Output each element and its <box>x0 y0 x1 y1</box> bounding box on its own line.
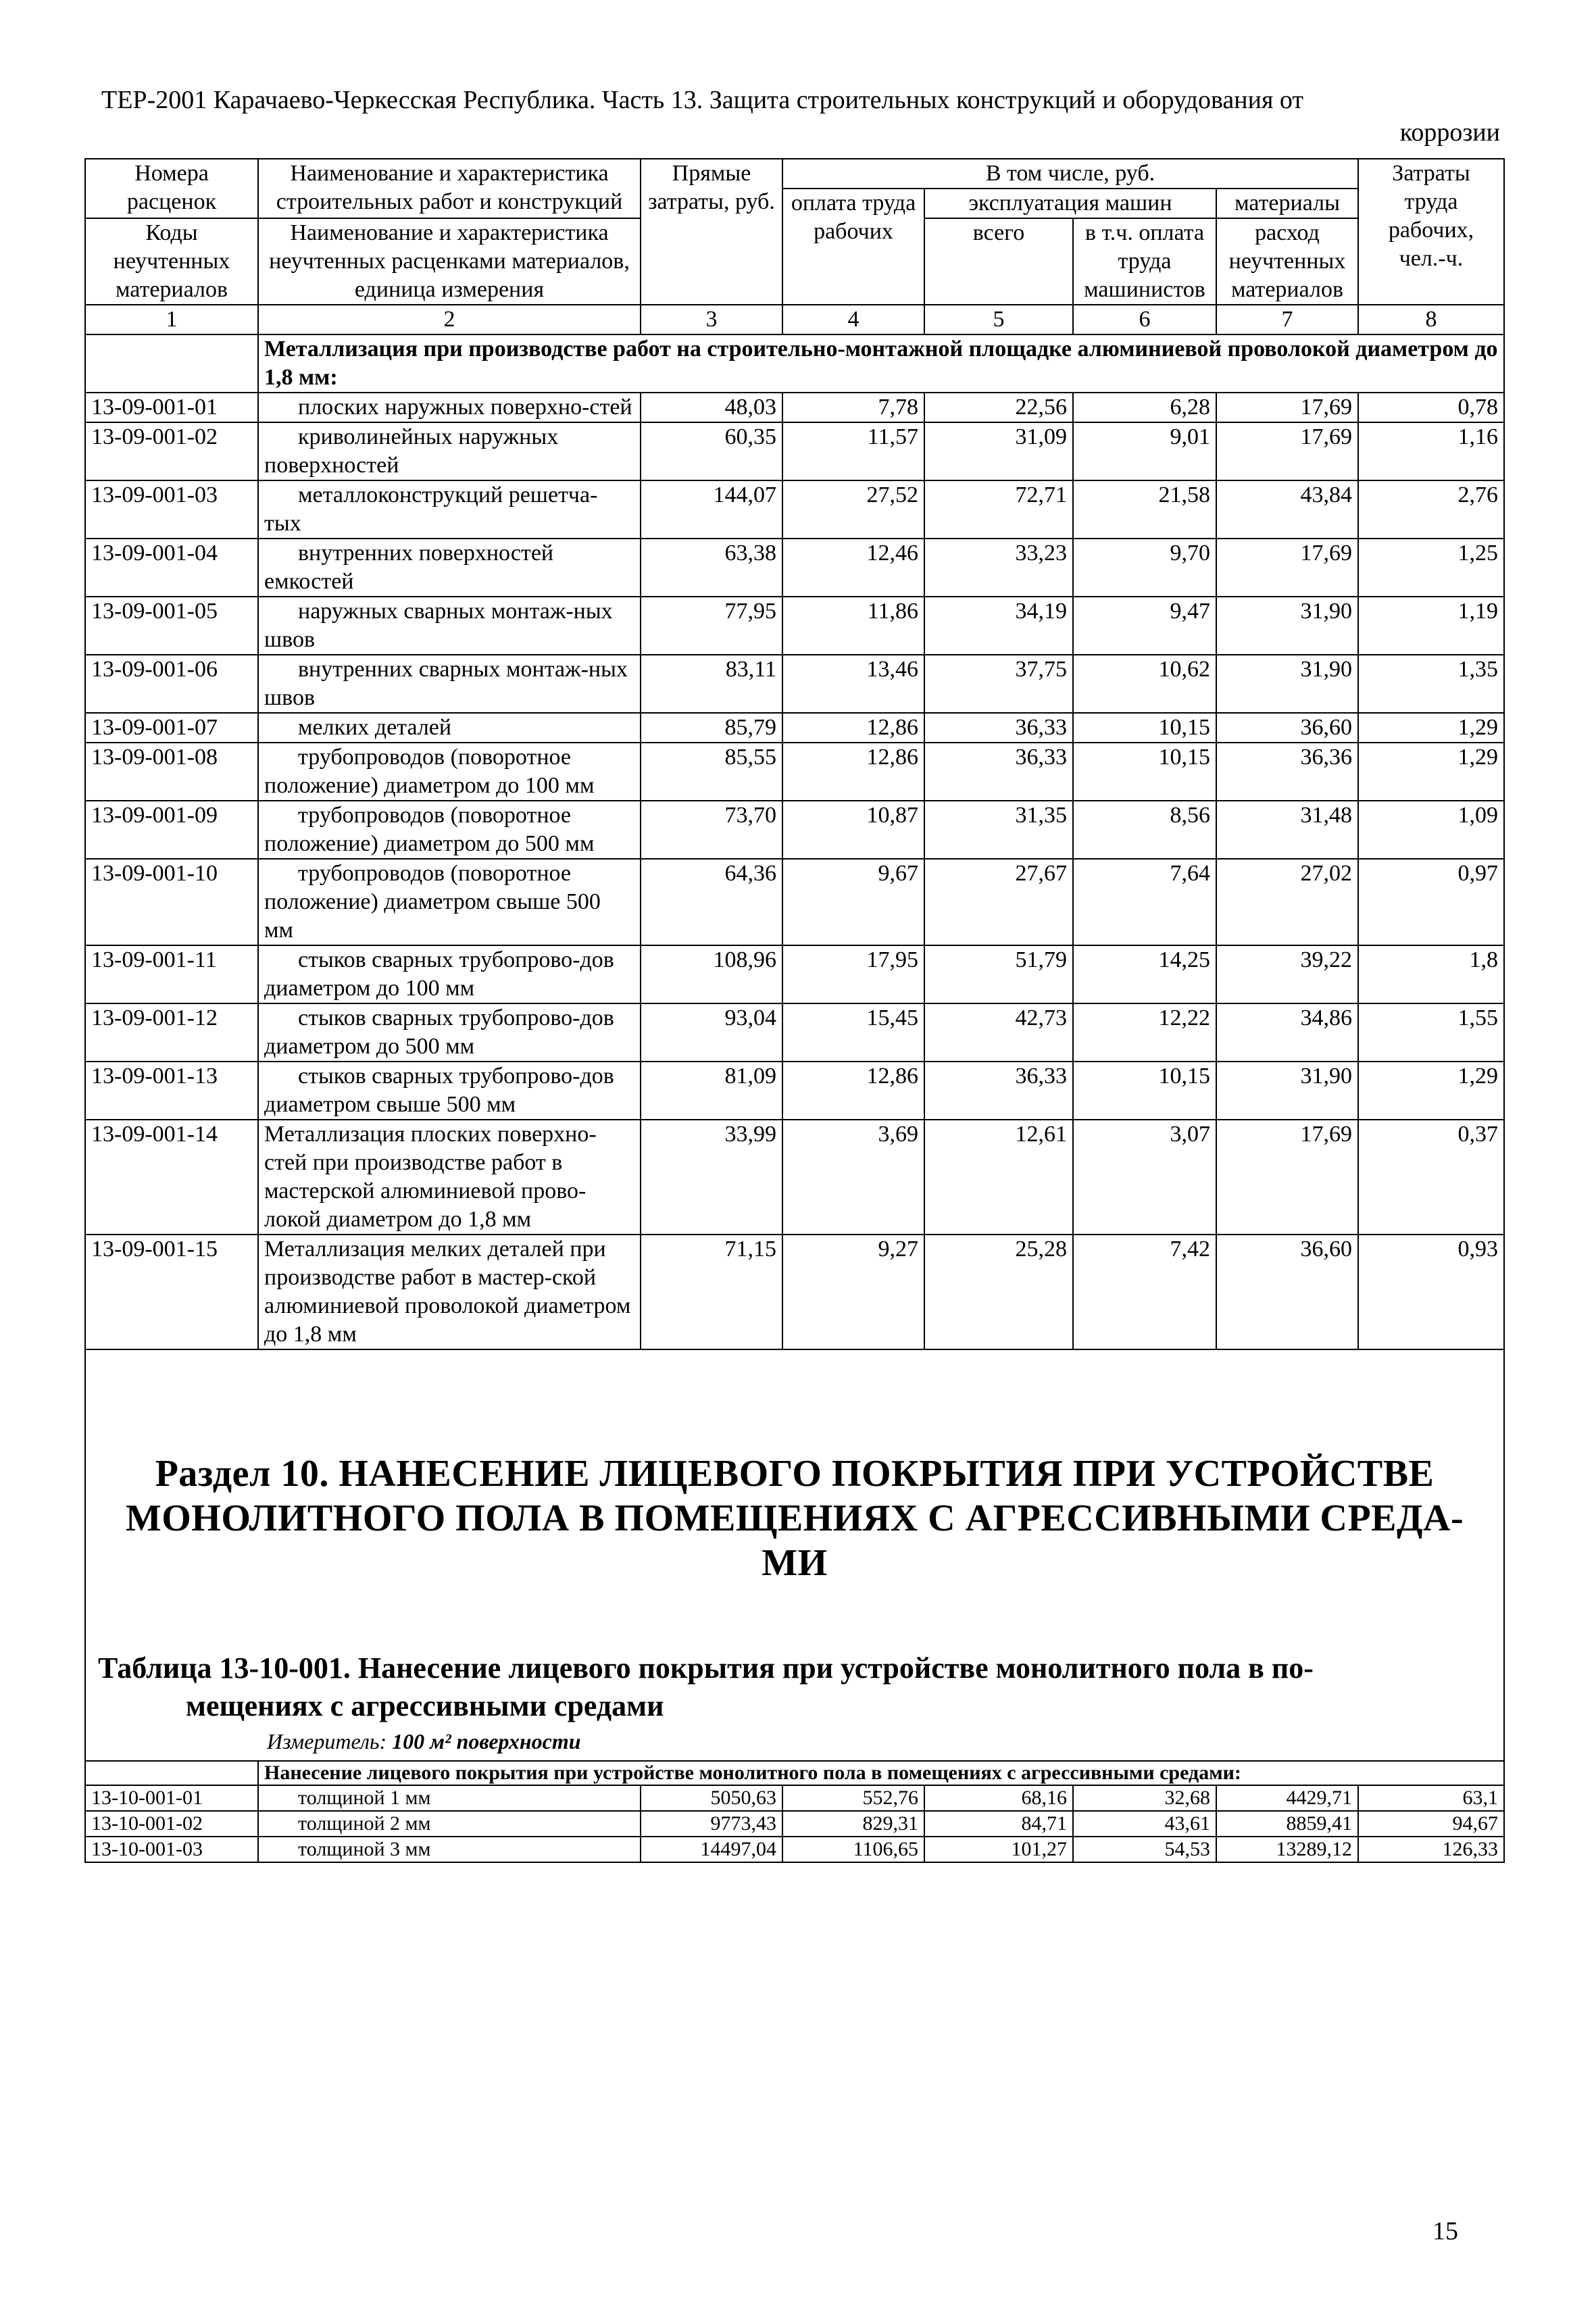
table-title-line-1: Таблица 13-10-001. Нанесение лицевого покрытия при устройстве монолитного пола в по- <box>98 1651 1314 1685</box>
labor-hours: 1,25 <box>1358 539 1504 597</box>
machines-total: 31,35 <box>924 801 1073 859</box>
labor-hours: 0,97 <box>1358 859 1504 945</box>
header-materials: материалы <box>1216 189 1358 218</box>
table-row <box>85 1120 1504 1235</box>
operator-pay: 14,25 <box>1073 945 1216 1003</box>
table-row <box>85 1062 1504 1120</box>
work-name: толщиной 3 мм <box>298 1838 431 1860</box>
rate-code: 13-09-001-02 <box>85 422 258 480</box>
work-name-cell <box>258 480 641 539</box>
labor-hours: 94,67 <box>1358 1811 1504 1837</box>
table-row <box>85 393 1504 422</box>
machines-total: 72,71 <box>924 480 1073 539</box>
worker-pay: 11,86 <box>782 597 924 655</box>
work-name-cell <box>258 597 641 655</box>
rate-code: 13-09-001-04 <box>85 539 258 597</box>
work-name: криволинейных наружных поверхностей <box>264 424 559 478</box>
labor-hours: 1,09 <box>1358 801 1504 859</box>
work-name: Металлизация мелких деталей при производстве работ в мастер-ской алюминиевой проволокой диаметром до 1,8 мм <box>264 1237 631 1347</box>
worker-pay: 11,57 <box>782 422 924 480</box>
machines-total: 25,28 <box>924 1235 1073 1349</box>
rate-code: 13-09-001-03 <box>85 480 258 539</box>
operator-pay: 7,42 <box>1073 1235 1216 1349</box>
machines-total: 36,33 <box>924 743 1073 801</box>
worker-pay: 13,46 <box>782 655 924 713</box>
table-row <box>85 713 1504 743</box>
machines-total: 84,71 <box>924 1811 1073 1837</box>
column-number: 8 <box>1358 305 1504 334</box>
labor-hours: 126,33 <box>1358 1837 1504 1862</box>
worker-pay: 17,95 <box>782 945 924 1003</box>
group-spacer <box>85 1761 258 1785</box>
work-name: толщиной 2 мм <box>298 1812 431 1835</box>
rate-code: 13-10-001-01 <box>85 1785 258 1811</box>
section-cell <box>85 1349 1504 1761</box>
direct-costs: 64,36 <box>641 859 782 945</box>
header-worker-pay: оплата труда рабочих <box>782 189 924 305</box>
direct-costs: 5050,63 <box>641 1785 782 1811</box>
header-operator-pay: в т.ч. оплата труда машинистов <box>1073 218 1216 305</box>
worker-pay: 3,69 <box>782 1120 924 1235</box>
material-consumption: 13289,12 <box>1216 1837 1358 1862</box>
operator-pay: 32,68 <box>1073 1785 1216 1811</box>
table-title-line-2: мещениях с агрессивными средами <box>186 1689 664 1722</box>
labor-hours: 1,29 <box>1358 743 1504 801</box>
labor-hours: 0,37 <box>1358 1120 1504 1235</box>
rate-code: 13-10-001-02 <box>85 1811 258 1837</box>
work-name-cell <box>258 1062 641 1120</box>
material-consumption: 36,36 <box>1216 743 1358 801</box>
column-number: 6 <box>1073 305 1216 334</box>
material-consumption: 36,60 <box>1216 1235 1358 1349</box>
operator-pay: 9,47 <box>1073 597 1216 655</box>
labor-hours: 0,93 <box>1358 1235 1504 1349</box>
header-material-consumption: расход неучтенных материалов <box>1216 218 1358 305</box>
work-name-cell <box>258 1811 641 1837</box>
machines-total: 36,33 <box>924 713 1073 743</box>
operator-pay: 10,15 <box>1073 1062 1216 1120</box>
direct-costs: 83,11 <box>641 655 782 713</box>
material-consumption: 31,90 <box>1216 655 1358 713</box>
machines-total: 27,67 <box>924 859 1073 945</box>
worker-pay: 12,86 <box>782 743 924 801</box>
rate-code: 13-09-001-13 <box>85 1062 258 1120</box>
worker-pay: 15,45 <box>782 1003 924 1062</box>
worker-pay: 12,86 <box>782 713 924 743</box>
worker-pay: 829,31 <box>782 1811 924 1837</box>
column-number: 2 <box>258 305 641 334</box>
direct-costs: 85,55 <box>641 743 782 801</box>
table-row <box>85 801 1504 859</box>
group-spacer <box>85 334 258 393</box>
material-consumption: 31,90 <box>1216 1062 1358 1120</box>
material-consumption: 17,69 <box>1216 393 1358 422</box>
group-row <box>85 1761 1504 1785</box>
rate-code: 13-09-001-11 <box>85 945 258 1003</box>
worker-pay: 27,52 <box>782 480 924 539</box>
direct-costs: 144,07 <box>641 480 782 539</box>
direct-costs: 60,35 <box>641 422 782 480</box>
work-name: плоских наружных поверхно-стей <box>298 395 632 420</box>
material-consumption: 39,22 <box>1216 945 1358 1003</box>
group-row <box>85 334 1504 393</box>
material-consumption: 8859,41 <box>1216 1811 1358 1837</box>
operator-pay: 43,61 <box>1073 1811 1216 1837</box>
worker-pay: 9,27 <box>782 1235 924 1349</box>
work-name-cell <box>258 801 641 859</box>
direct-costs: 71,15 <box>641 1235 782 1349</box>
material-consumption: 31,90 <box>1216 597 1358 655</box>
group-title: Металлизация при производстве работ на строительно-монтажной площадке алюминиевой проволокой диаметром до 1,8 мм: <box>258 334 1504 393</box>
labor-hours: 1,55 <box>1358 1003 1504 1062</box>
work-name: внутренних поверхностей емкостей <box>264 541 554 594</box>
table-row <box>85 480 1504 539</box>
work-name: внутренних сварных монтаж-ных швов <box>264 657 628 710</box>
column-number: 5 <box>924 305 1073 334</box>
worker-pay: 9,67 <box>782 859 924 945</box>
rate-code: 13-09-001-14 <box>85 1120 258 1235</box>
header-direct-costs: Прямые затраты, руб. <box>641 159 782 305</box>
pricing-table <box>84 158 1505 1863</box>
machines-total: 34,19 <box>924 597 1073 655</box>
table-row <box>85 859 1504 945</box>
direct-costs: 9773,43 <box>641 1811 782 1837</box>
material-consumption: 17,69 <box>1216 422 1358 480</box>
work-name-cell <box>258 1785 641 1811</box>
labor-hours: 1,29 <box>1358 1062 1504 1120</box>
material-consumption: 36,60 <box>1216 713 1358 743</box>
work-name-cell <box>258 393 641 422</box>
group-title: Нанесение лицевого покрытия при устройстве монолитного пола в помещениях с агрессивными средами: <box>258 1761 1504 1785</box>
operator-pay: 9,01 <box>1073 422 1216 480</box>
direct-costs: 14497,04 <box>641 1837 782 1862</box>
work-name: мелких деталей <box>298 715 452 740</box>
work-name: стыков сварных трубопрово-дов диаметром до 100 мм <box>264 947 614 1001</box>
operator-pay: 54,53 <box>1073 1837 1216 1862</box>
table-title <box>91 1585 1498 1725</box>
section-title: Раздел 10. НАНЕСЕНИЕ ЛИЦЕВОГО ПОКРЫТИЯ ПРИ УСТРОЙСТВЕ МОНОЛИТНОГО ПОЛА В ПОМЕЩЕНИЯХ С АГРЕССИВНЫМИ СРЕДА-МИ <box>125 1453 1464 1584</box>
direct-costs: 93,04 <box>641 1003 782 1062</box>
table-row <box>85 1837 1504 1862</box>
measure-label: Измеритель: <box>267 1729 387 1753</box>
measure-value: 100 м² поверхности <box>392 1729 581 1753</box>
operator-pay: 10,15 <box>1073 713 1216 743</box>
header-machines: эксплуатация машин <box>924 189 1216 218</box>
operator-pay: 6,28 <box>1073 393 1216 422</box>
table-row <box>85 1003 1504 1062</box>
page-number: 15 <box>1432 2217 1458 2245</box>
operator-pay: 3,07 <box>1073 1120 1216 1235</box>
machines-total: 22,56 <box>924 393 1073 422</box>
rate-code: 13-09-001-09 <box>85 801 258 859</box>
machines-total: 42,73 <box>924 1003 1073 1062</box>
work-name-cell <box>258 1120 641 1235</box>
column-number: 7 <box>1216 305 1358 334</box>
rate-code: 13-09-001-12 <box>85 1003 258 1062</box>
work-name-cell <box>258 859 641 945</box>
work-name-cell <box>258 1837 641 1862</box>
table-row <box>85 539 1504 597</box>
worker-pay: 12,46 <box>782 539 924 597</box>
worker-pay: 1106,65 <box>782 1837 924 1862</box>
machines-total: 12,61 <box>924 1120 1073 1235</box>
work-name-cell <box>258 1235 641 1349</box>
machines-total: 68,16 <box>924 1785 1073 1811</box>
rate-code: 13-09-001-06 <box>85 655 258 713</box>
operator-pay: 8,56 <box>1073 801 1216 859</box>
labor-hours: 63,1 <box>1358 1785 1504 1811</box>
work-name: трубопроводов (поворотное положение) диаметром до 500 мм <box>264 803 595 856</box>
material-consumption: 27,02 <box>1216 859 1358 945</box>
table-row <box>85 1811 1504 1837</box>
material-consumption: 17,69 <box>1216 1120 1358 1235</box>
table-row <box>85 1235 1504 1349</box>
work-name: наружных сварных монтаж-ных швов <box>264 599 613 652</box>
pricing-table-wrapper <box>84 158 1503 1863</box>
operator-pay: 7,64 <box>1073 859 1216 945</box>
work-name-cell <box>258 422 641 480</box>
header-work-name: Наименование и характеристика строительных работ и конструкций <box>258 159 641 218</box>
direct-costs: 81,09 <box>641 1062 782 1120</box>
work-name: Металлизация плоских поверхно-стей при производстве работ в мастерской алюминиевой прово-локой диаметром до 1,8 мм <box>264 1122 597 1232</box>
header-line-2: коррозии <box>1399 118 1500 147</box>
operator-pay: 12,22 <box>1073 1003 1216 1062</box>
operator-pay: 21,58 <box>1073 480 1216 539</box>
machines-total: 33,23 <box>924 539 1073 597</box>
labor-hours: 1,8 <box>1358 945 1504 1003</box>
work-name: стыков сварных трубопрово-дов диаметром свыше 500 мм <box>264 1064 614 1117</box>
material-consumption: 43,84 <box>1216 480 1358 539</box>
header-labor-hours: Затраты труда рабочих, чел.-ч. <box>1358 159 1504 305</box>
machines-total: 51,79 <box>924 945 1073 1003</box>
header-machines-total: всего <box>924 218 1073 305</box>
worker-pay: 7,78 <box>782 393 924 422</box>
header-including: В том числе, руб. <box>782 159 1358 189</box>
column-number: 4 <box>782 305 924 334</box>
operator-pay: 9,70 <box>1073 539 1216 597</box>
section-row <box>85 1349 1504 1761</box>
worker-pay: 10,87 <box>782 801 924 859</box>
rate-code: 13-09-001-10 <box>85 859 258 945</box>
worker-pay: 552,76 <box>782 1785 924 1811</box>
table-row <box>85 1785 1504 1811</box>
labor-hours: 1,29 <box>1358 713 1504 743</box>
work-name-cell <box>258 655 641 713</box>
work-name-cell <box>258 539 641 597</box>
table-header-row-1 <box>85 159 1504 189</box>
header-material-name: Наименование и характеристика неучтенных расценками материалов, единица измерения <box>258 218 641 305</box>
column-number-row <box>85 305 1504 334</box>
work-name: металлоконструкций решетча-тых <box>264 482 598 536</box>
column-number: 3 <box>641 305 782 334</box>
direct-costs: 108,96 <box>641 945 782 1003</box>
direct-costs: 48,03 <box>641 393 782 422</box>
labor-hours: 0,78 <box>1358 393 1504 422</box>
labor-hours: 1,16 <box>1358 422 1504 480</box>
direct-costs: 33,99 <box>641 1120 782 1235</box>
rate-code: 13-09-001-01 <box>85 393 258 422</box>
labor-hours: 2,76 <box>1358 480 1504 539</box>
labor-hours: 1,35 <box>1358 655 1504 713</box>
table-row <box>85 422 1504 480</box>
page-header <box>101 84 1500 149</box>
direct-costs: 63,38 <box>641 539 782 597</box>
work-name: трубопроводов (поворотное положение) диаметром свыше 500 мм <box>264 861 601 943</box>
work-name-cell <box>258 713 641 743</box>
machines-total: 36,33 <box>924 1062 1073 1120</box>
header-rate-number: Номера расценок <box>85 159 258 218</box>
machines-total: 101,27 <box>924 1837 1073 1862</box>
table-row <box>85 945 1504 1003</box>
operator-pay: 10,62 <box>1073 655 1216 713</box>
worker-pay: 12,86 <box>782 1062 924 1120</box>
direct-costs: 85,79 <box>641 713 782 743</box>
machines-total: 37,75 <box>924 655 1073 713</box>
rate-code: 13-09-001-08 <box>85 743 258 801</box>
direct-costs: 77,95 <box>641 597 782 655</box>
work-name: стыков сварных трубопрово-дов диаметром до 500 мм <box>264 1005 614 1059</box>
work-name-cell <box>258 945 641 1003</box>
labor-hours: 1,19 <box>1358 597 1504 655</box>
material-consumption: 31,48 <box>1216 801 1358 859</box>
rate-code: 13-10-001-03 <box>85 1837 258 1862</box>
work-name: трубопроводов (поворотное положение) диаметром до 100 мм <box>264 745 595 798</box>
rate-code: 13-09-001-15 <box>85 1235 258 1349</box>
work-name-cell <box>258 743 641 801</box>
header-material-codes: Коды неучтенных материалов <box>85 218 258 305</box>
material-consumption: 17,69 <box>1216 539 1358 597</box>
material-consumption: 34,86 <box>1216 1003 1358 1062</box>
work-name: толщиной 1 мм <box>298 1787 431 1809</box>
table-row <box>85 655 1504 713</box>
rate-code: 13-09-001-07 <box>85 713 258 743</box>
work-name-cell <box>258 1003 641 1062</box>
material-consumption: 4429,71 <box>1216 1785 1358 1811</box>
direct-costs: 73,70 <box>641 801 782 859</box>
header-line-1: ТЕР-2001 Карачаево-Черкесская Республика. Часть 13. Защита строительных конструкций и оборудования от <box>101 86 1304 114</box>
measure <box>91 1725 1498 1760</box>
rate-code: 13-09-001-05 <box>85 597 258 655</box>
column-number: 1 <box>85 305 258 334</box>
machines-total: 31,09 <box>924 422 1073 480</box>
table-row <box>85 597 1504 655</box>
operator-pay: 10,15 <box>1073 743 1216 801</box>
table-row <box>85 743 1504 801</box>
